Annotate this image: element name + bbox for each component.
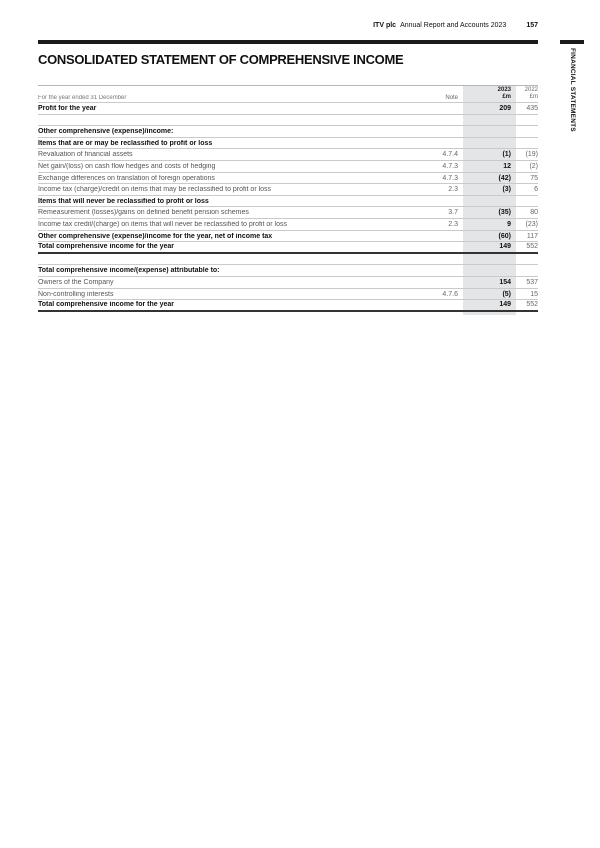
table-row — [38, 207, 538, 219]
row-2023-value: 149 — [499, 243, 511, 251]
table-row — [38, 103, 538, 115]
row-2023-value: (42) — [498, 174, 511, 182]
page-number: 157 — [526, 22, 538, 29]
table-row — [38, 231, 538, 243]
table-row — [38, 161, 538, 173]
row-label: Items that are or may be reclassified to profit or loss — [38, 139, 213, 147]
row-2023-value: (5) — [502, 290, 511, 298]
row-2023-value: 209 — [499, 105, 511, 113]
title-rule — [38, 40, 538, 44]
row-2022-value: (19) — [525, 151, 538, 159]
row-2022-value: 552 — [526, 243, 538, 251]
row-note: 4.7.3 — [442, 163, 458, 171]
row-2022-value: 117 — [526, 232, 538, 240]
row-label: Profit for the year — [38, 105, 97, 113]
table-row — [38, 126, 538, 138]
comprehensive-income-table — [38, 85, 538, 312]
table-row — [38, 196, 538, 208]
table-row — [38, 265, 538, 277]
row-note: 4.7.3 — [442, 174, 458, 182]
spacer-row — [38, 115, 538, 127]
table-row — [38, 184, 538, 196]
table-row — [38, 289, 538, 301]
row-label: Other comprehensive (expense)/income for the year, net of income tax — [38, 232, 273, 240]
row-label: Owners of the Company — [38, 279, 114, 286]
row-2023-value: (35) — [498, 209, 511, 217]
row-label: Other comprehensive (expense)/income: — [38, 128, 174, 136]
row-2022-value: 15 — [530, 290, 538, 298]
table-row — [38, 138, 538, 150]
prior-year: 2022 — [524, 86, 538, 93]
row-note: 4.7.6 — [442, 290, 458, 298]
row-label: Income tax credit/(charge) on items that will never be reclassified to profit or loss — [38, 221, 287, 229]
side-rule — [560, 40, 584, 44]
row-2022-value: 75 — [530, 174, 538, 182]
row-label: Net gain/(loss) on cash flow hedges and costs of hedging — [38, 163, 216, 171]
section-label: FINANCIAL STATEMENTS — [569, 48, 576, 132]
row-label: Total comprehensive income for the year — [38, 301, 175, 309]
row-2023-value: (1) — [502, 151, 511, 159]
row-label: Exchange differences on translation of foreign operations — [38, 174, 215, 182]
row-2023-value: 12 — [503, 163, 511, 171]
row-2022-value: (2) — [529, 163, 538, 171]
table-row — [38, 242, 538, 254]
row-2023-value: 154 — [499, 279, 511, 286]
row-2022-value: 537 — [526, 279, 538, 286]
brand-name: ITV plc — [373, 22, 397, 29]
table-row — [38, 149, 538, 161]
row-label: Income tax (charge)/credit on items that may be reclassified to profit or loss — [38, 186, 272, 194]
row-label: Total comprehensive income/(expense) attributable to: — [38, 267, 220, 275]
current-year-header — [458, 87, 513, 101]
table-row — [38, 173, 538, 185]
row-note: 4.7.4 — [442, 151, 458, 159]
row-label: Non-controlling interests — [38, 290, 114, 298]
row-2023-value: 149 — [499, 301, 511, 309]
table-row — [38, 219, 538, 231]
row-note: 2.3 — [448, 186, 458, 194]
row-2023-value: 9 — [507, 221, 511, 229]
row-2022-value: 80 — [530, 209, 538, 217]
prior-unit: £m — [529, 93, 538, 100]
row-label: Total comprehensive income for the year — [38, 243, 175, 251]
row-2023-value: (3) — [502, 186, 511, 194]
row-label: Items that will never be reclassified to profit or loss — [38, 197, 209, 205]
row-label: Revaluation of financial assets — [38, 151, 133, 159]
current-year: 2023 — [497, 86, 511, 93]
row-label: Remeasurement (losses)/gains on defined benefit pension schemes — [38, 209, 249, 217]
row-note: 2.3 — [448, 221, 458, 229]
publication-title: Annual Report and Accounts 2023 — [400, 22, 507, 29]
row-2022-value: (23) — [525, 221, 538, 229]
spacer-row — [38, 254, 538, 266]
note-header: Note — [445, 94, 458, 101]
table-row — [38, 277, 538, 289]
current-unit: £m — [502, 93, 511, 100]
row-2022-value: 435 — [526, 105, 538, 113]
row-2022-value: 6 — [534, 186, 538, 194]
running-header — [373, 22, 538, 29]
period-label: For the year ended 31 December — [38, 94, 127, 101]
row-2022-value: 552 — [526, 301, 538, 309]
table-row — [38, 300, 538, 312]
table-header-row — [38, 85, 538, 103]
prior-year-header — [513, 87, 538, 101]
row-note: 3.7 — [448, 209, 458, 217]
table-body — [38, 103, 538, 312]
row-2023-value: (60) — [498, 232, 511, 240]
page-title: CONSOLIDATED STATEMENT OF COMPREHENSIVE INCOME — [38, 52, 404, 67]
